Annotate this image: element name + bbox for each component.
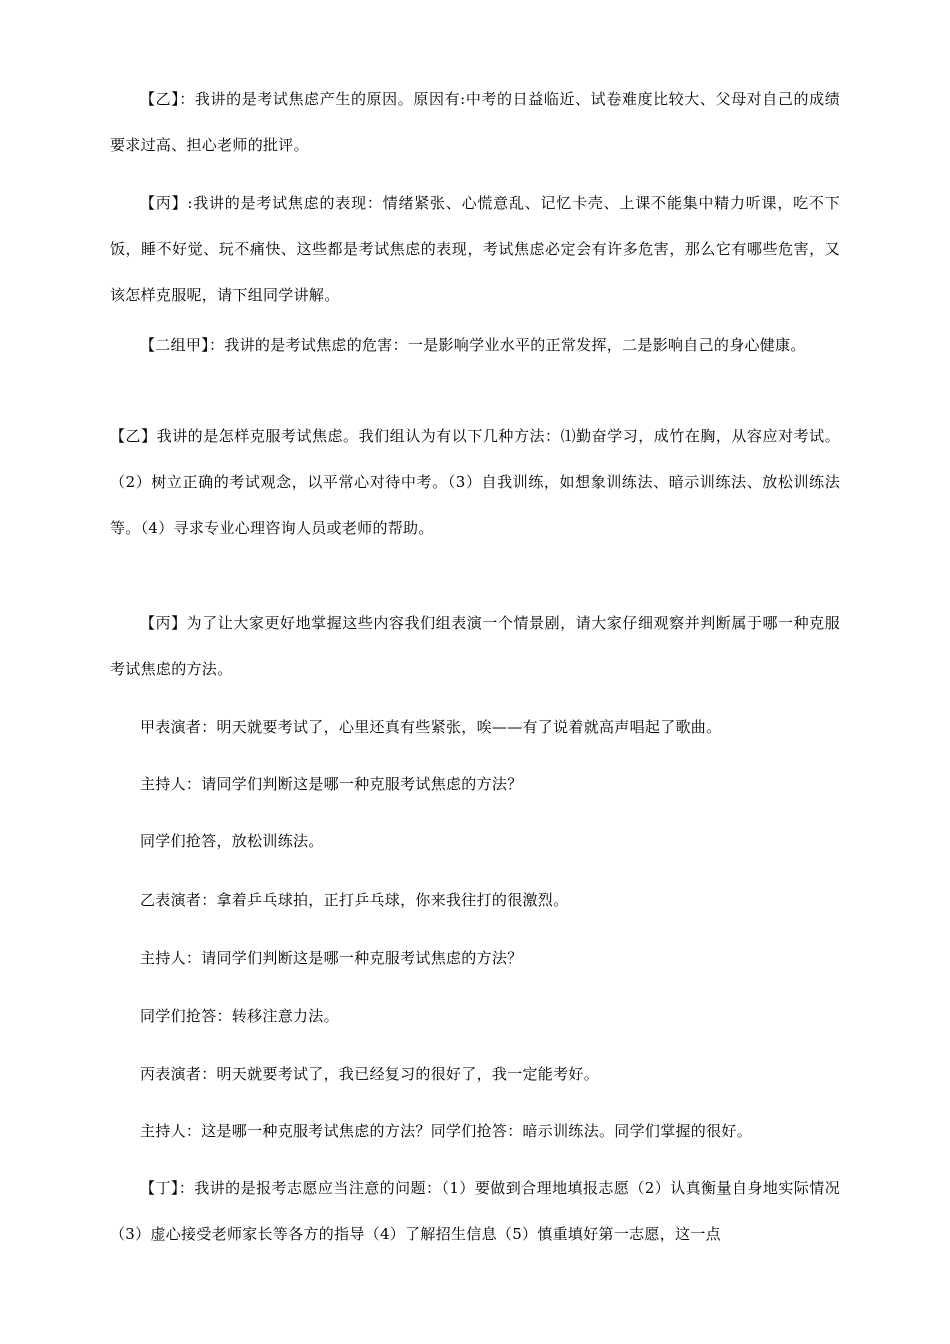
paragraph-performer-b: 乙表演者：拿着乒乓球拍，正打乒乓球，你来我往打的很激烈。 [140,891,569,909]
paragraph-methods: 【乙】我讲的是怎样克服考试焦虑。我们组认为有以下几种方法：⑴勤奋学习，成竹在胸，从容应对考试。（2）树立正确的考试观念，以平常心对待中考。（3）自我训练，如想象训练法、暗示训练法、放松训练法等。（4）寻求专业心理咨询人员或老师的帮助。 [110,427,840,537]
paragraph-host-question-2: 主持人：请同学们判断这是哪一种克服考试焦虑的方法？ [140,949,523,967]
paragraph-host-question-1: 主持人：请同学们判断这是哪一种克服考试焦虑的方法？ [140,775,523,793]
paragraph-answer-2: 同学们抢答：转移注意力法。 [140,1007,339,1025]
paragraph-causes: 【乙】：我讲的是考试焦虑产生的原因。原因有:中考的日益临近、试卷难度比较大、父母对自己的成绩要求过高、担心老师的批评。 [110,90,840,154]
paragraph-answer-1: 同学们抢答，放松训练法。 [140,832,324,850]
paragraph-performer-a: 甲表演者：明天就要考试了，心里还真有些紧张，唉——有了说着就高声唱起了歌曲。 [140,718,722,736]
paragraph-performer-c: 丙表演者：明天就要考试了，我已经复习的很好了，我一定能考好。 [140,1065,600,1083]
paragraph-host-question-3: 主持人：这是哪一种克服考试焦虑的方法？同学们抢答：暗示训练法。同学们掌握的很好。 [140,1122,753,1140]
paragraph-skit-intro: 【丙】为了让大家更好地掌握这些内容我们组表演一个情景剧，请大家仔细观察并判断属于哪一种克服考试焦虑的方法。 [110,614,840,678]
paragraph-application-tips: 【丁】：我讲的是报考志愿应当注意的问题：（1）要做到合理地填报志愿（2）认真衡量自身地实际情况（3）虚心接受老师家长等各方的指导（4）了解招生信息（5）慎重填好第一志愿，这一点 [110,1179,840,1243]
paragraph-harms: 【二组甲】：我讲的是考试焦虑的危害：一是影响学业水平的正常发挥，二是影响自己的身心健康。 [140,336,806,354]
paragraph-symptoms: 【丙】:我讲的是考试焦虑的表现：情绪紧张、心慌意乱、记忆卡壳、上课不能集中精力听课，吃不下饭，睡不好觉、玩不痛快、这些都是考试焦虑的表现，考试焦虑必定会有许多危害，那么它有哪些危害，又该怎样克服呢，请下组同学讲解。 [110,194,840,304]
